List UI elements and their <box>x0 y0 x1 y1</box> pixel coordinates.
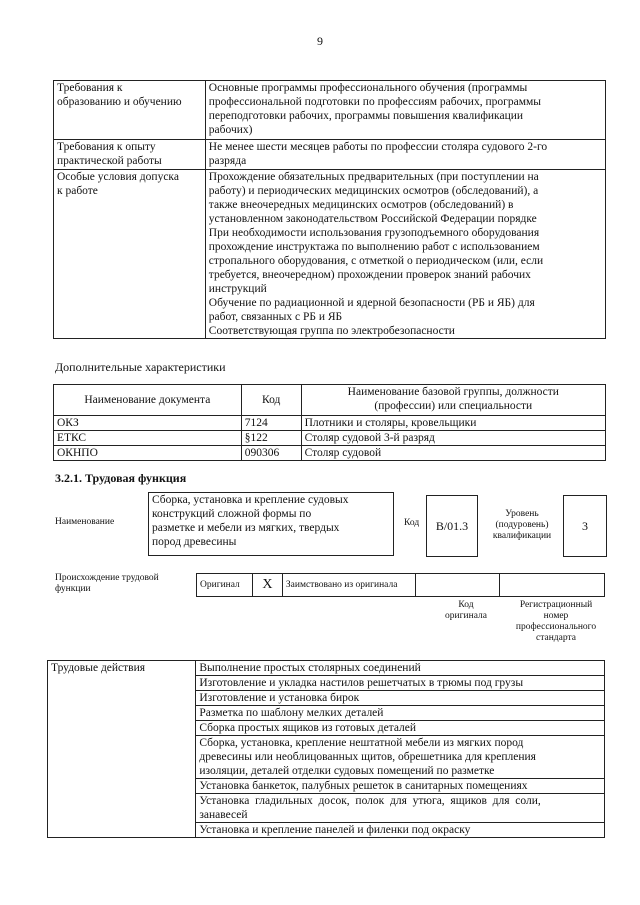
table-row <box>54 431 606 446</box>
table-row <box>54 385 606 416</box>
cell-name: Столяр судовой 3-й разряд <box>301 431 605 446</box>
action-item: Установка гладильных досок, полок для утюга, ящиков для соли, занавесей <box>196 794 605 823</box>
level-label: Уровень (подуровень) квалификации <box>492 509 552 541</box>
cell-name: Плотники и столяры, кровельщики <box>301 416 605 431</box>
requirements-label: Требования к образованию и обучению <box>54 81 206 140</box>
name-label: Наименование <box>55 517 115 527</box>
function-name-box: Сборка, установка и крепление судовых конструкций сложной формы по разметке и мебели из мягких, твердых пород древесины <box>148 492 394 556</box>
requirements-value: Прохождение обязательных предварительных (при поступлении на работу) и периодических медицинских осмотров (обследований), а также внеочередных медицинских осмотров (обследований) в установленном законодательством Российской Федерации порядке При необходимости использования грузоподъемного оборудования прохождение инструктажа по выполнению работ с использованием стропального оборудования, с отметкой о периодическом (или, если требуется, внеочередном) прохождении проверок знаний рабочих инструкций Обучение по радиационной и ядерной безопасности (РБ и ЯБ) для работ, связанных с РБ и ЯБ Соответствующая группа по электробезопасности <box>205 170 605 339</box>
original-code-cell <box>415 574 500 597</box>
code-caption: Код оригинала <box>445 600 487 621</box>
action-item: Выполнение простых столярных соединений <box>196 661 605 676</box>
borrowed-cell: Заимствовано из оригинала <box>282 574 415 597</box>
table-row <box>54 140 606 170</box>
original-cell: Оригинал <box>197 574 253 597</box>
requirements-table <box>53 80 606 339</box>
action-item: Сборка простых ящиков из готовых деталей <box>196 721 605 736</box>
table-row <box>54 446 606 461</box>
action-item: Сборка, установка, крепление нештатной мебели из мягких пород древесины или необлицованных щитов, обрешетника для крепления изоляции, деталей отделки судовых помещений по разметке <box>196 736 605 779</box>
action-item: Изготовление и установка бирок <box>196 691 605 706</box>
requirements-value: Не менее шести месяцев работы по профессии столяра судового 2-го разряда <box>205 140 605 170</box>
requirements-label: Требования к опыту практической работы <box>54 140 206 170</box>
original-mark: X <box>252 574 282 597</box>
code-label: Код <box>404 518 420 528</box>
table-row <box>48 661 605 676</box>
function-heading: 3.2.1. Трудовая функция <box>55 471 187 485</box>
cell-code: §122 <box>241 431 301 446</box>
action-item: Установка и крепление панелей и филенки под окраску <box>196 823 605 838</box>
header-doc: Наименование документа <box>54 385 242 416</box>
cell-doc: ЕТКС <box>54 431 242 446</box>
table-row <box>54 81 606 140</box>
action-item: Разметка по шаблону мелких деталей <box>196 706 605 721</box>
cell-doc: ОКНПО <box>54 446 242 461</box>
level-value-box: 3 <box>563 495 607 557</box>
action-item: Изготовление и укладка настилов решетчатых в трюмы под грузы <box>196 676 605 691</box>
reg-number-cell <box>500 574 605 597</box>
header-code: Код <box>241 385 301 416</box>
reg-caption: Регистрационный номер профессионального стандарта <box>515 600 597 643</box>
code-value-box: B/01.3 <box>426 495 478 557</box>
table-row <box>54 170 606 339</box>
cell-doc: ОКЗ <box>54 416 242 431</box>
actions-table <box>47 660 605 838</box>
cell-code: 090306 <box>241 446 301 461</box>
table-row <box>54 416 606 431</box>
requirements-value: Основные программы профессионального обучения (программы профессиональной подготовки по профессиям рабочих, программы переподготовки рабочих, программы повышения квалификации рабочих) <box>205 81 605 140</box>
table-row <box>197 574 605 597</box>
page-number: 9 <box>317 34 323 48</box>
requirements-label: Особые условия допуска к работе <box>54 170 206 339</box>
additional-table <box>53 384 606 461</box>
origin-label: Происхождение трудовой функции <box>55 573 159 594</box>
cell-name: Столяр судовой <box>301 446 605 461</box>
additional-title: Дополнительные характеристики <box>55 360 226 374</box>
cell-code: 7124 <box>241 416 301 431</box>
action-item: Установка банкеток, палубных решеток в санитарных помещениях <box>196 779 605 794</box>
actions-label: Трудовые действия <box>48 661 196 838</box>
origin-table <box>196 573 605 597</box>
header-name: Наименование базовой группы, должности (профессии) или специальности <box>301 385 605 416</box>
